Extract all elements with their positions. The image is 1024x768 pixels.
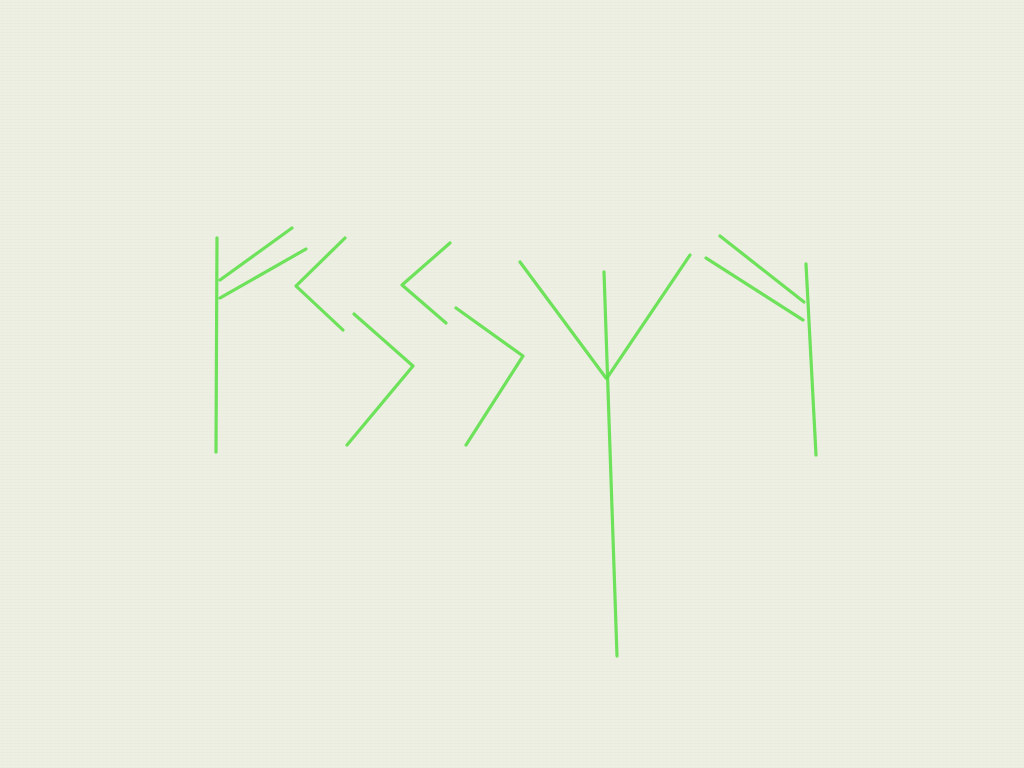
rune-glyph-1 <box>216 228 306 452</box>
rune-3-chevron <box>347 314 413 445</box>
rune-glyph-6 <box>520 255 690 656</box>
rune-6-right-arm <box>607 255 690 378</box>
rune-1-branch-upper <box>220 228 292 280</box>
rune-6-stem <box>604 272 617 656</box>
rune-5-chevron <box>456 308 523 445</box>
rune-6-left-arm <box>520 262 606 378</box>
rune-glyph-7 <box>706 236 816 455</box>
rune-1-branch-lower <box>220 249 306 298</box>
rune-4-chevron <box>402 243 450 323</box>
rune-glyph-5 <box>456 308 523 445</box>
rune-7-stem <box>806 264 816 455</box>
rune-1-stem <box>216 238 217 452</box>
rune-glyph-4 <box>402 243 450 323</box>
rune-glyph-3 <box>347 314 413 445</box>
